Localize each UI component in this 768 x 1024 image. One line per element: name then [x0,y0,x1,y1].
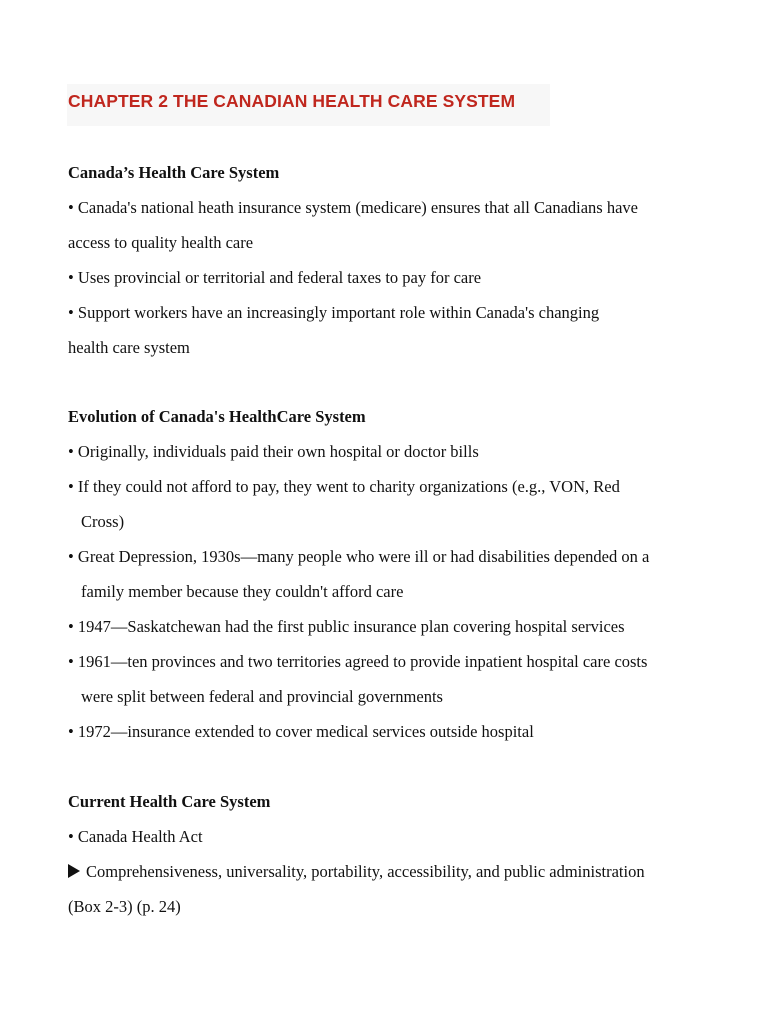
sub-bullet-line [68,862,645,882]
bullet-continuation: health care system [68,338,190,357]
bullet-continuation: (Box 2-3) (p. 24) [68,897,181,916]
bullet-line: • Support workers have an increasingly important role within Canada's changing [68,303,600,322]
bullet-continuation: family member because they couldn't afford care [81,582,404,601]
bullet-line: • Canada Health Act [68,827,203,846]
bullet-line: • Uses provincial or territorial and federal taxes to pay for care [68,268,482,287]
bullet-continuation: were split between federal and provincial governments [81,687,443,706]
triangle-bullet-icon [68,864,80,878]
bullet-line: • 1961—ten provinces and two territories agreed to provide inpatient hospital care costs [68,652,648,671]
bullet-line: • If they could not afford to pay, they went to charity organizations (e.g., VON, Red [68,477,620,496]
section-heading-canada-health-care-system: Canada’s Health Care System [68,163,280,182]
sub-bullet-text: Comprehensiveness, universality, portability, accessibility, and public administration [86,862,645,881]
chapter-title: CHAPTER 2 THE CANADIAN HEALTH CARE SYSTEM [68,91,516,111]
section-heading-current-system: Current Health Care System [68,792,271,811]
bullet-line: • Great Depression, 1930s—many people who were ill or had disabilities depended on a [68,547,650,566]
bullet-continuation: Cross) [81,512,125,531]
bullet-line: • Originally, individuals paid their own hospital or doctor bills [68,442,479,461]
bullet-line: • 1972—insurance extended to cover medical services outside hospital [68,722,534,741]
section-heading-evolution: Evolution of Canada's HealthCare System [68,407,366,426]
bullet-line: • Canada's national heath insurance system (medicare) ensures that all Canadians have [68,198,638,217]
bullet-line: • 1947—Saskatchewan had the first public insurance plan covering hospital services [68,617,625,636]
bullet-continuation: access to quality health care [68,233,254,252]
